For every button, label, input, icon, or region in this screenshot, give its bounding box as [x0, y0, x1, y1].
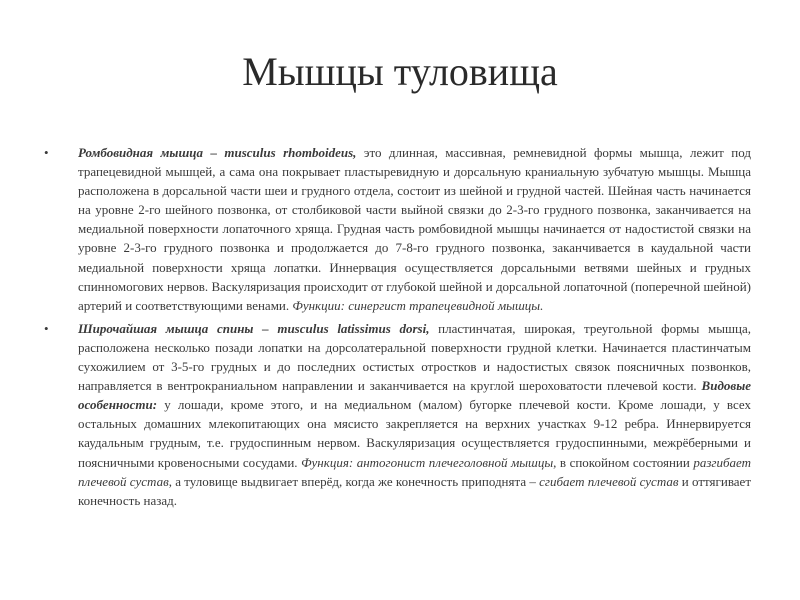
text-segment: разгибает плечевой сустав	[78, 454, 751, 489]
text-segment: Функции: синергист трапецевидной мышцы.	[292, 297, 544, 313]
text-segment: это длинная, массивная, ремневидной формы мышца, лежит под трапецевидной мышцей, а сама она покрывает пластыревидную и дорсальную краниальную зубчатую мышцы. Мышца расположена в дорсальной части шеи и грудного отдела, состоит из шейной и грудной частей. Шейная часть начинается на уровне 2-го шейного позвонка, от столбиковой части выйной связки до 2-3-го грудного позвонка, заканчивается на медиальной поверхности лопаточного хряща. Грудная часть ромбовидной мышцы начинается от надостистой связки на уровне 2-3-го грудного позвонка и продолжается до 7-8-го грудного позвонка, заканчивается в каудальной части медиальной поверхности хряща лопатки. Иннервация осуществляется дорсальными ветвями шейных и грудных спинномогових нервов. Васкуляризация происходит от глубокой шейной и дорсальной лопаточной (поперечной шейной) артерий и соответствующими венами.	[78, 145, 751, 313]
bullet-dot-icon: •	[44, 145, 49, 160]
bullet-list	[44, 143, 752, 514]
text-segment: Широчайшая мышца спины – musculus latissimus dorsi,	[78, 320, 430, 336]
slide-title: Мышцы туловища	[242, 49, 558, 94]
text-segment: , а туловище выдвигает вперёд, когда же конечность приподнята –	[168, 473, 540, 489]
text-segment: Функция: антогонист плечеголовной мышцы	[301, 454, 554, 470]
text-segment: пластинчатая, широкая, треугольной формы мышца, расположена несколько позади лопатки на дорсолатеральной поверхности грудной клетки. Начинается пластинчатым сухожилием от 3-5-го грудных и до последних остистых отростков и надостистых связок поясничных позвонков, направляется в вентрокраниальном направлении и заканчивается на круглой шероховатости плечевой кости.	[78, 320, 751, 394]
bullet-item-rhomboideus	[44, 143, 751, 315]
bullet-item-latissimus	[44, 319, 752, 510]
bullet-text	[78, 145, 751, 313]
text-segment: Видовые особенности:	[78, 378, 751, 413]
bullet-text	[78, 321, 751, 508]
text-segment: сгибает плечевой сустав	[539, 473, 679, 489]
text-segment: у лошади, кроме этого, и на медиальном (малом) бугорке плечевой кости. Кроме лошади, у всех остальных домашних млекопитающих она мясисто закрепляется на верхних участках 9-12 ребра. Иннервируется каудальным грудным, т.е. грудоспинным нервом. Васкуляризация осуществляется грудоспинными, межрёберными и поясничными кровеносными сосудами.	[78, 397, 751, 470]
text-segment: и оттягивает конечность назад.	[78, 473, 752, 508]
text-segment: Ромбовидная мышца – musculus rhomboideus,	[78, 145, 357, 160]
bullet-dot-icon: •	[44, 320, 49, 336]
text-segment: , в спокойном состоянии	[553, 454, 694, 470]
